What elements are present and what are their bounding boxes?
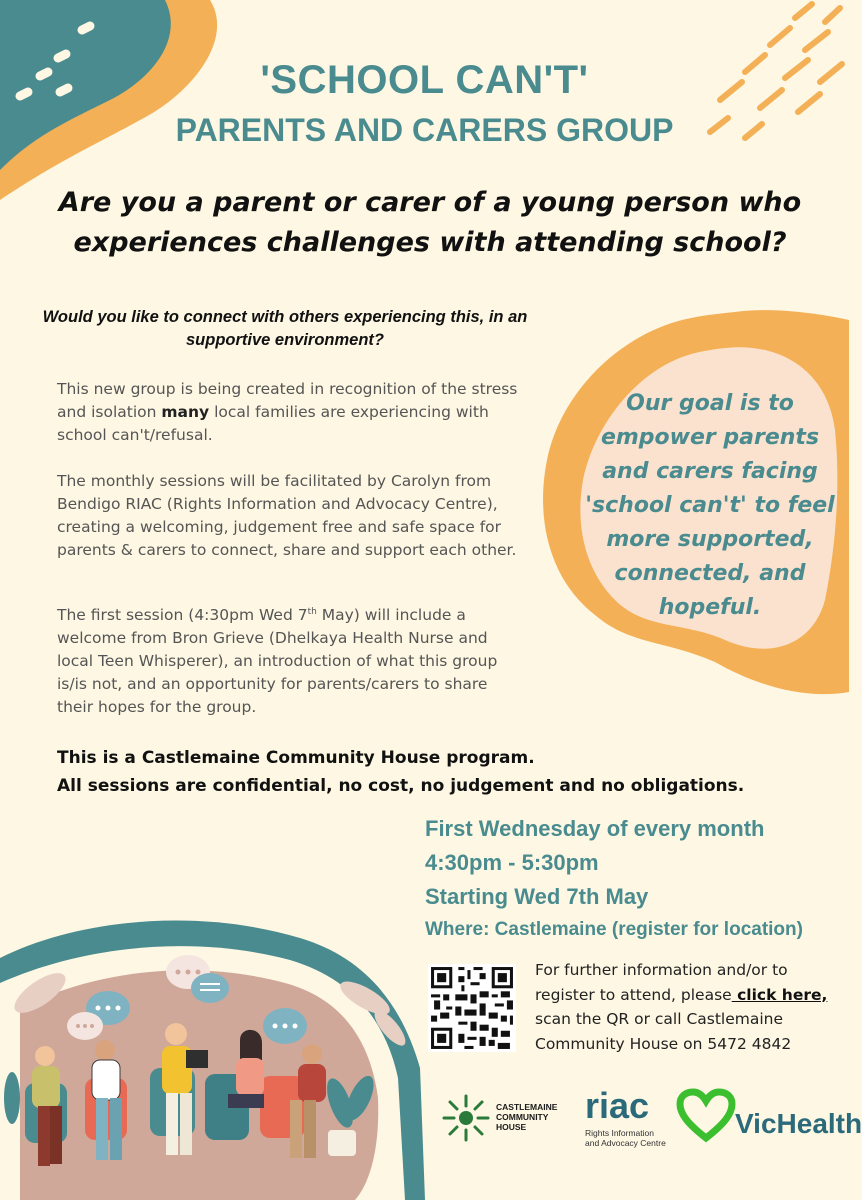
paragraph-3-sup: th	[307, 606, 317, 617]
title-line-2: PARENTS AND CARERS GROUP	[175, 112, 674, 148]
riac-logo: riac	[585, 1085, 650, 1126]
goal-statement: Our goal is to empower parents and carers facing 'school can't' to feel more supported, connected, and hopeful.	[585, 391, 835, 620]
sub-question: Would you like to connect with others experiencing this, in an supportive environment?	[42, 308, 528, 349]
schedule-frequency: First Wednesday of every month	[425, 816, 765, 841]
schedule-start: Starting Wed 7th May	[425, 884, 649, 909]
click-here-link[interactable]: click here,	[731, 985, 828, 1004]
cch-line-1: CASTLEMAINE	[496, 1102, 558, 1112]
program-line-1: This is a Castlemaine Community House program.	[57, 748, 535, 768]
paragraph-3-text: The first session (4:30pm Wed 7	[57, 606, 308, 624]
cch-line-3: HOUSE	[496, 1122, 527, 1132]
vichealth-logo-text: VicHealth	[735, 1108, 862, 1139]
cch-line-2: COMMUNITY	[496, 1112, 549, 1122]
paragraph-1-text-end: local families are experiencing with school can't/refusal.	[57, 403, 489, 444]
paragraph-3-text-end: May) will include a welcome from Bron Grieve (Dhelkaya Health Nurse and local Teen Whisperer), an introduction of what this group is/is not, and an opportunity for parents/carers to share their hopes for the group.	[57, 606, 498, 716]
paragraph-3	[57, 604, 527, 719]
cch-logo-text	[496, 1102, 557, 1132]
title-line-1: 'SCHOOL CAN'T'	[260, 58, 589, 102]
contact-info	[535, 958, 835, 1056]
paragraph-1	[57, 378, 527, 447]
riac-line-1: Rights Information	[585, 1128, 654, 1138]
vichealth-heart-icon	[678, 1090, 734, 1142]
qr-code[interactable]	[428, 964, 516, 1052]
program-line-2: All sessions are confidential, no cost, no judgement and no obligations.	[57, 776, 745, 796]
schedule-time: 4:30pm - 5:30pm	[425, 850, 599, 875]
paragraph-1-bold: many	[161, 403, 210, 421]
riac-tagline	[585, 1128, 666, 1148]
schedule-where: Where: Castlemaine (register for location)	[425, 919, 803, 940]
program-statement	[57, 744, 817, 800]
contact-text-2: scan the QR or call Castlemaine Community House on 5472 4842	[535, 1010, 792, 1053]
paragraph-2: The monthly sessions will be facilitated by Carolyn from Bendigo RIAC (Rights Information and Advocacy Centre), creating a welcoming, judgement free and safe space for parents & carers to connect, share and support each other.	[57, 472, 517, 559]
group-illustration	[0, 898, 425, 1200]
riac-line-2: and Advocacy Centre	[585, 1138, 666, 1148]
paragraph-1-text: This new group is being created in recognition of the stress and isolation	[57, 380, 518, 421]
contact-text-1: For further information and/or to register to attend, please	[535, 961, 788, 1004]
intro-question: Are you a parent or carer of a young person who experiences challenges with attending school?	[58, 187, 802, 258]
cch-logo-icon	[440, 1092, 492, 1144]
